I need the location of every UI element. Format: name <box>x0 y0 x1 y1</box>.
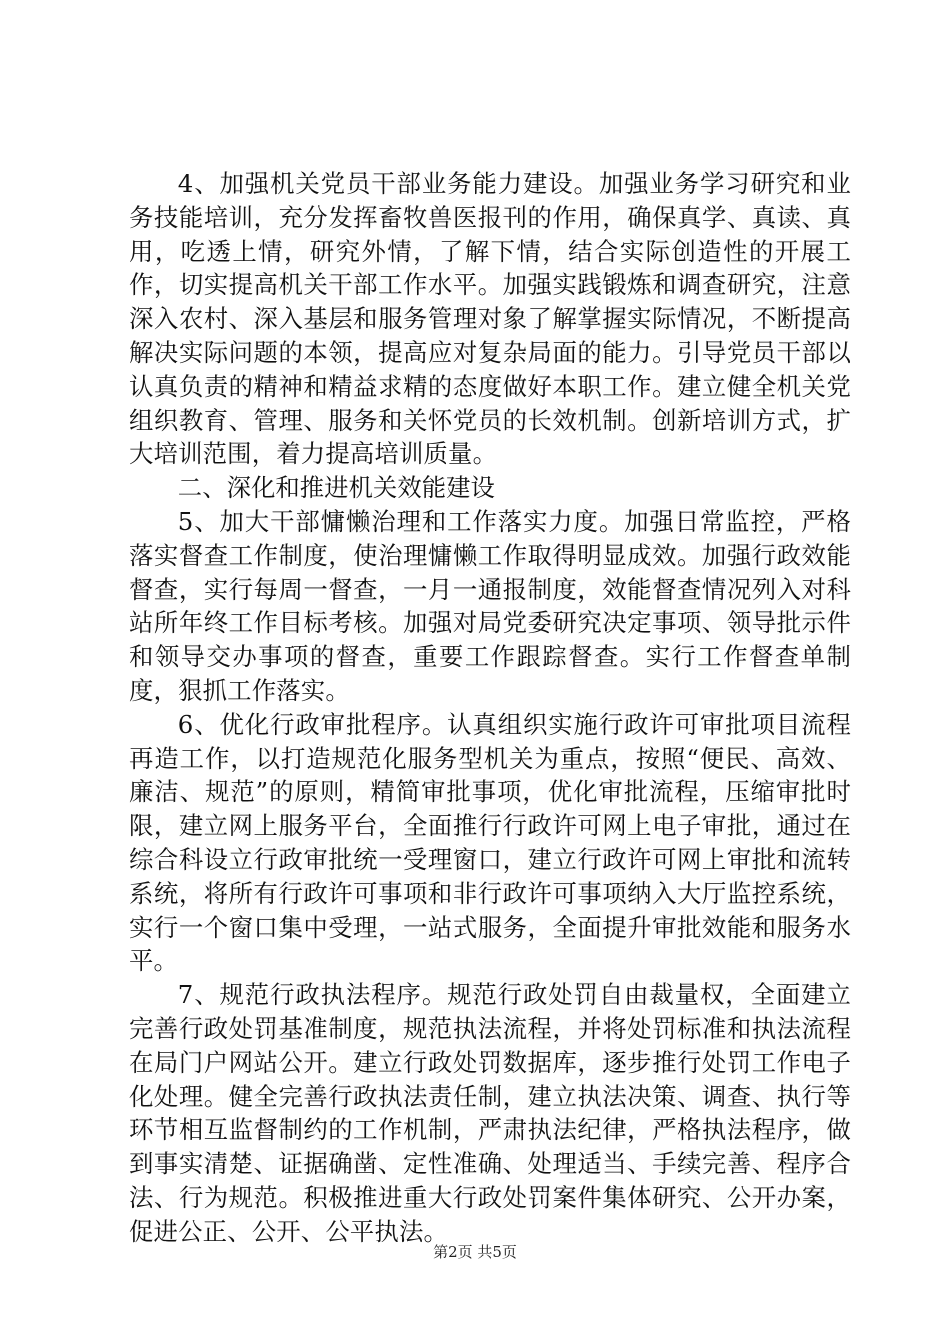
paragraph-item-5: 5、加大干部慵懒治理和工作落实力度。加强日常监控，严格落实督查工作制度，使治理慵懒工作取得明显成效。加强行政效能督查，实行每周一督查，一月一通报制度，效能督查情况列入对科站所年终工作目标考核。加强对局党委研究决定事项、领导批示件和领导交办事项的督查，重要工作跟踪督查。实行工作督查单制度，狠抓工作落实。 <box>129 506 851 705</box>
document-body <box>129 167 851 1249</box>
section-heading-2: 二、深化和推进机关效能建设 <box>177 473 495 503</box>
paragraph-item-4: 4、加强机关党员干部业务能力建设。加强业务学习研究和业务技能培训，充分发挥畜牧兽医报刊的作用，确保真学、真读、真用，吃透上情，研究外情，了解下情，结合实际创造性的开展工作，切实提高机关干部工作水平。加强实践锻炼和调查研究，注意深入农村、深入基层和服务管理对象了解掌握实际情况，不断提高解决实际问题的本领，提高应对复杂局面的能力。引导党员干部以认真负责的精神和精益求精的态度做好本职工作。建立健全机关党组织教育、管理、服务和关怀党员的长效机制。创新培训方式，扩大培训范围，着力提高培训质量。 <box>129 169 851 469</box>
paragraph-item-6: 6、优化行政审批程序。认真组织实施行政许可审批项目流程再造工作，以打造规范化服务型机关为重点，按照“便民、高效、廉洁、规范”的原则，精简审批事项，优化审批流程，压缩审批时限，建立网上服务平台，全面推行行政许可网上电子审批，通过在综合科设立行政审批统一受理窗口，建立行政许可网上审批和流转系统，将所有行政许可事项和非行政许可事项纳入大厅监控系统，实行一个窗口集中受理，一站式服务，全面提升审批效能和服务水平。 <box>129 709 851 976</box>
paragraph-item-7: 7、规范行政执法程序。规范行政处罚自由裁量权，全面建立完善行政处罚基准制度，规范执法流程，并将处罚标准和执法流程在局门户网站公开。建立行政处罚数据库，逐步推行处罚工作电子化处理。健全完善行政执法责任制，建立执法决策、调查、执行等环节相互监督制约的工作机制，严肃执法纪律，严格执法程序，做到事实清楚、证据确凿、定性准确、处理适当、手续完善、程序合法、行为规范。积极推进重大行政处罚案件集体研究、公开办案，促进公正、公开、公平执法。 <box>129 980 851 1246</box>
page-number-footer: 第2页 共5页 <box>433 1243 517 1261</box>
